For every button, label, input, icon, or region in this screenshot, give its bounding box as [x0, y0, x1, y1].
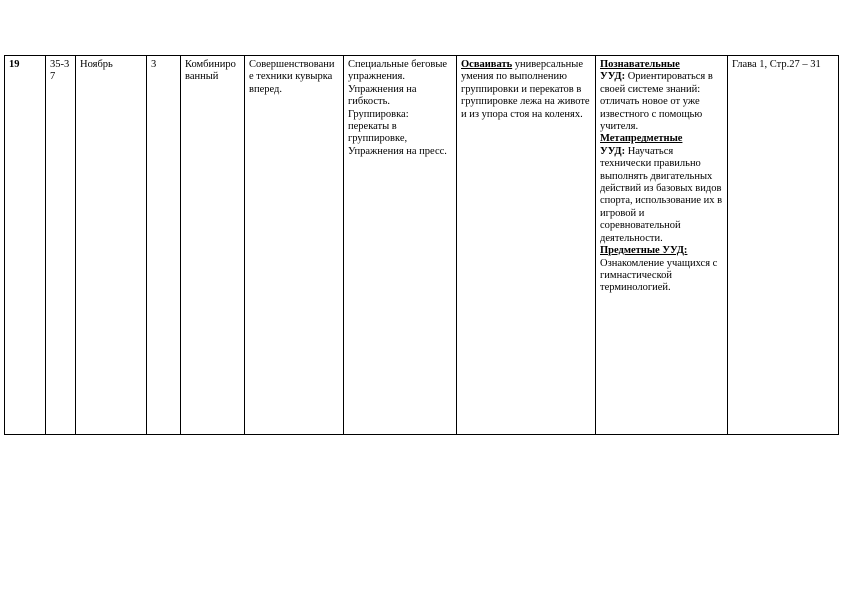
meta-uud-text: Научаться технически правильно выполнять двигательных действий из базовых видов спорта, использование их в игровой и соревновательной деятельности.	[600, 145, 723, 244]
lesson-topic: Совершенствование техники кувырка вперед.	[249, 59, 335, 95]
lesson-plan-table	[4, 55, 839, 435]
meta-uud-label: УУД:	[600, 145, 626, 157]
lesson-type-cell	[181, 56, 245, 435]
content-cell	[344, 56, 457, 435]
activity-verb: Осваивать	[461, 59, 513, 70]
week-cell	[147, 56, 181, 435]
reference-cell	[728, 56, 839, 435]
cognitive-uud-title: Познавательные	[600, 59, 680, 70]
subject-uud-text: Ознакомление учащихся с гимнастической терминологией.	[600, 257, 718, 294]
cognitive-uud-label: УУД:	[600, 71, 626, 83]
hours: 35-37	[50, 59, 70, 83]
hours-cell	[46, 56, 76, 435]
lesson-type: Комбинированный	[185, 59, 236, 83]
meta-uud-title: Метапредметные	[600, 133, 683, 145]
lesson-number-cell	[5, 56, 46, 435]
month: Ноябрь	[80, 59, 113, 70]
topic-cell	[245, 56, 344, 435]
lesson-number: 19	[9, 59, 20, 70]
uud-cell	[596, 56, 728, 435]
table-row	[5, 56, 839, 435]
month-cell	[76, 56, 147, 435]
subject-uud-title: Предметные УУД:	[600, 245, 688, 257]
cognitive-uud-text: Ориентироваться в своей системе знаний: отличать новое от уже известного с помощью учителя.	[600, 71, 713, 133]
lesson-content: Специальные беговые упражнения. Упражнения на гибкость. Группировка: перекаты в группировке, Упражнения на пресс.	[348, 59, 448, 157]
activity-text: универсальные умения по выполнению группировки и перекатов в группировке лежа на животе и из упора стоя на коленях.	[461, 59, 590, 120]
textbook-reference: Глава 1, Стр.27 – 31	[732, 59, 821, 70]
week: 3	[151, 59, 157, 70]
activity-cell	[457, 56, 596, 435]
